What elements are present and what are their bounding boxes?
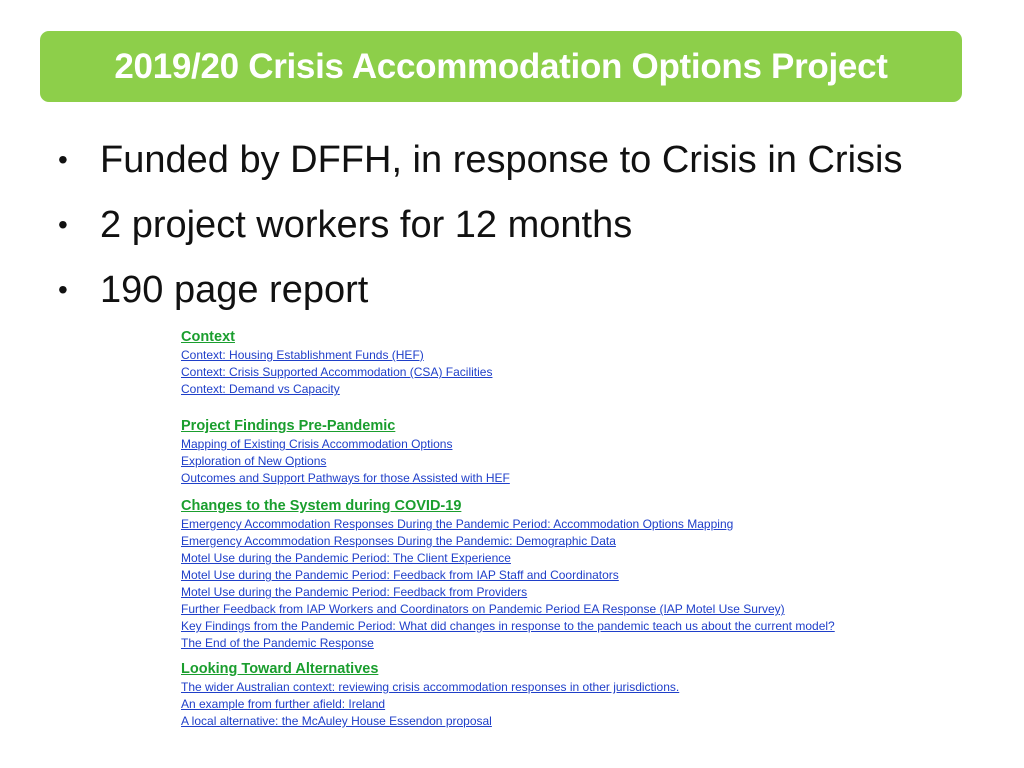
toc-item-link[interactable]: An example from further afield: Ireland [181,697,386,711]
toc-item-link[interactable]: Mapping of Existing Crisis Accommodation Options [181,437,453,451]
spacer [181,487,981,496]
toc-heading-link[interactable]: Changes to the System during COVID-19 [181,498,462,514]
bullet-text: Funded by DFFH, in response to Crisis in Crisis [100,139,903,181]
toc-item-link[interactable]: The End of the Pandemic Response [181,636,374,650]
toc-item-link[interactable]: Emergency Accommodation Responses During the Pandemic Period: Accommodation Options Mapping [181,517,734,531]
toc-section-pre-pandemic [181,416,981,487]
table-of-contents [181,327,981,730]
bullet-dot-icon: • [58,274,68,305]
toc-item-link[interactable]: Outcomes and Support Pathways for those Assisted with HEF [181,471,510,485]
bullet-dot-icon: • [58,144,68,175]
bullet-item [58,195,902,260]
slide-title: 2019/20 Crisis Accommodation Options Project [114,46,888,86]
spacer [181,652,981,659]
toc-section-alternatives [181,659,981,730]
toc-heading-link[interactable]: Context [181,329,235,345]
toc-item-link[interactable]: Exploration of New Options [181,454,327,468]
toc-heading-link[interactable]: Project Findings Pre-Pandemic [181,418,396,434]
toc-section-covid [181,496,981,652]
bullet-text: 2 project workers for 12 months [100,204,633,246]
toc-item-link[interactable]: Motel Use during the Pandemic Period: Feedback from IAP Staff and Coordinators [181,568,619,582]
toc-item-link[interactable]: Context: Demand vs Capacity [181,382,340,396]
toc-item-link[interactable]: Motel Use during the Pandemic Period: The Client Experience [181,551,511,565]
toc-item-link[interactable]: The wider Australian context: reviewing crisis accommodation responses in other jurisdictions. [181,680,680,694]
toc-heading-link[interactable]: Looking Toward Alternatives [181,661,379,677]
spacer [181,398,981,416]
bullet-item [58,260,902,325]
title-bar [40,31,962,102]
toc-item-link[interactable]: Emergency Accommodation Responses During the Pandemic: Demographic Data [181,534,616,548]
bullet-item [58,130,902,195]
bullet-text: 190 page report [100,269,369,311]
toc-item-link[interactable]: Context: Crisis Supported Accommodation (CSA) Facilities [181,365,493,379]
toc-section-context [181,327,981,398]
toc-item-link[interactable]: Motel Use during the Pandemic Period: Feedback from Providers [181,585,528,599]
toc-item-link[interactable]: A local alternative: the McAuley House Essendon proposal [181,714,492,728]
toc-item-link[interactable]: Context: Housing Establishment Funds (HEF) [181,348,424,362]
bullet-list [58,130,902,325]
toc-item-link[interactable]: Key Findings from the Pandemic Period: What did changes in response to the pandemic teach us about the current model? [181,619,835,633]
toc-item-link[interactable]: Further Feedback from IAP Workers and Coordinators on Pandemic Period EA Response (IAP Motel Use Survey) [181,602,785,616]
bullet-dot-icon: • [58,209,68,240]
